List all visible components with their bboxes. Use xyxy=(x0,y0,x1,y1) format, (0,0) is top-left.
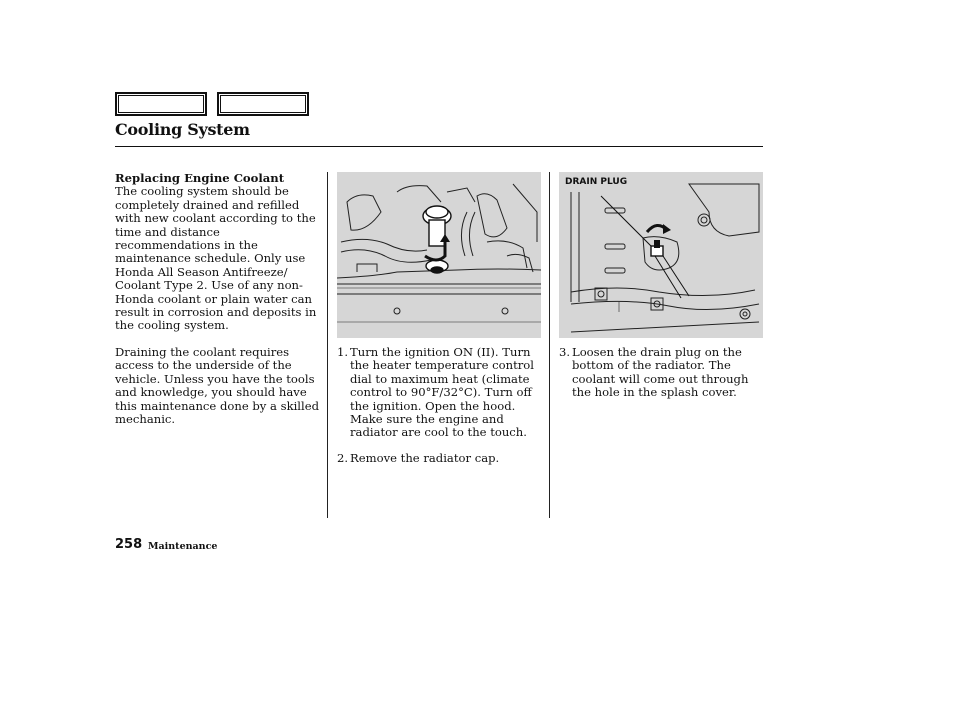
step-2-text: Remove the radiator cap. xyxy=(350,451,500,465)
step-1-number: 1. xyxy=(337,345,349,359)
step-1-text: Turn the ignition ON (II). Turn the heater temperature control dial to maximum heat (climate control to 90°F/32°C). Turn off the ignition. Open the hood. Make sure the engine and radiator are cool to the touch. xyxy=(350,345,534,440)
radiator-underside-drawing xyxy=(559,172,763,338)
intro-paragraph-1: The cooling system should be completely drained and refilled with new coolant according to the time and distance recommendations in the maintenance schedule. Only use Honda All Season Antifreeze/ Coolant Type 2. Use of any non-Honda coolant or plain water can result in corrosion and deposits in the cooling system. xyxy=(115,184,317,333)
page-title: Cooling System xyxy=(115,120,250,139)
column-divider-2 xyxy=(549,172,550,518)
engine-bay-drawing xyxy=(337,172,541,338)
section-heading: Replacing Engine Coolant xyxy=(115,171,285,185)
section-name: Maintenance xyxy=(148,541,218,552)
radiator-cap-illustration xyxy=(337,172,541,338)
nav-tab-next[interactable] xyxy=(217,92,309,116)
title-divider xyxy=(115,146,763,147)
page-number: 258 xyxy=(115,537,143,552)
step-2-number: 2. xyxy=(337,451,349,465)
drain-plug-illustration xyxy=(559,172,763,338)
column-divider-1 xyxy=(327,172,328,518)
drain-plug-callout-label: DRAIN PLUG xyxy=(565,177,628,187)
step-1 xyxy=(337,346,541,440)
step-3 xyxy=(559,346,763,400)
step-2 xyxy=(337,452,541,465)
nav-tab-previous[interactable] xyxy=(115,92,207,116)
intro-paragraph-2: Draining the coolant requires access to the underside of the vehicle. Unless you have the tools and knowledge, you should have this maintenance done by a skilled mechanic. xyxy=(115,344,320,426)
step-3-text: Loosen the drain plug on the bottom of the radiator. The coolant will come out through the hole in the splash cover. xyxy=(572,345,749,400)
intro-column xyxy=(115,172,320,426)
step-3-number: 3. xyxy=(559,345,571,359)
